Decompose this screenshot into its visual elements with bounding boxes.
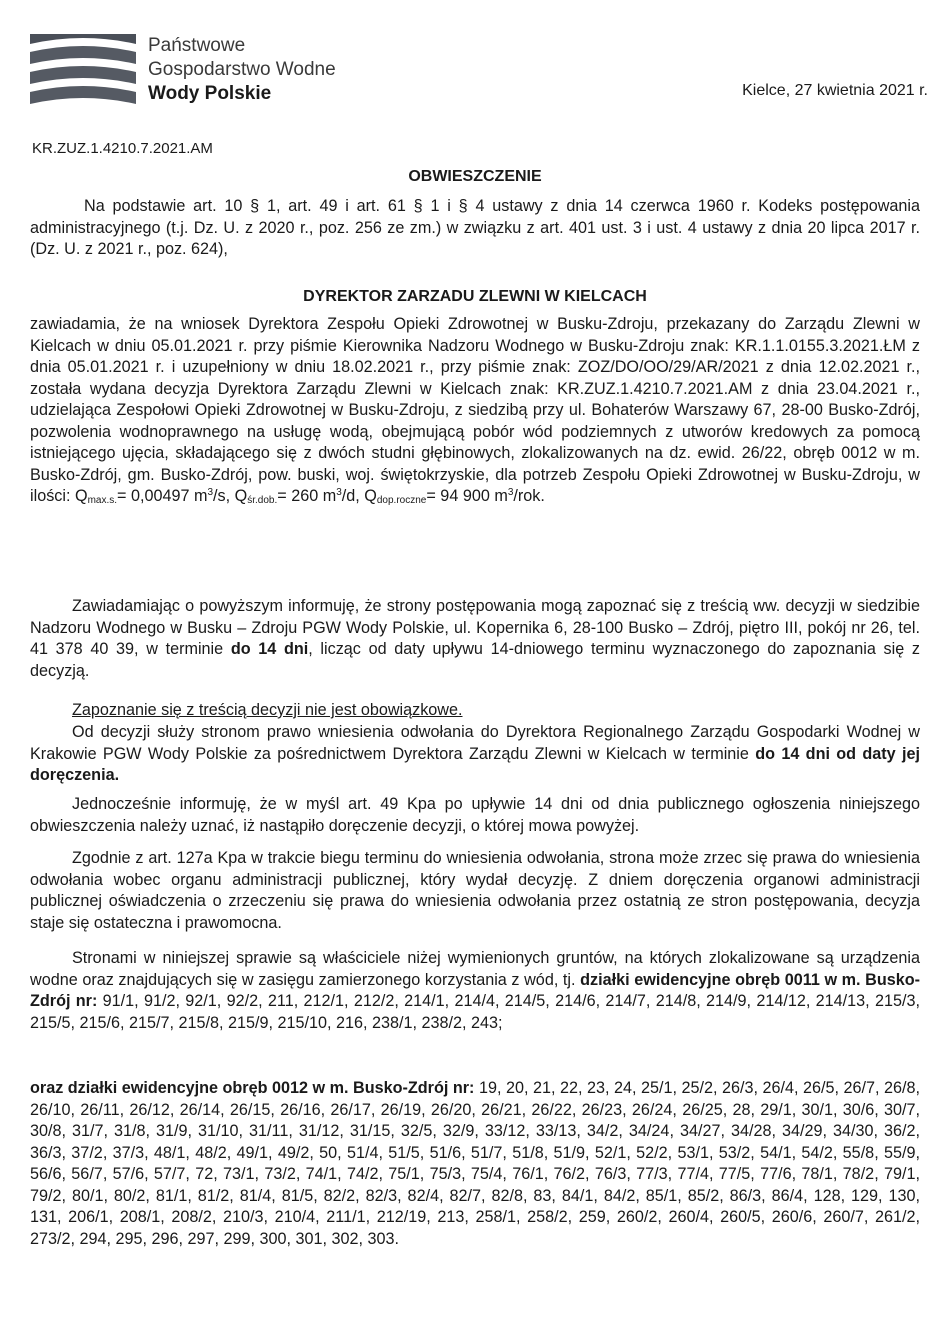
- org-line-1: Państwowe: [148, 35, 246, 56]
- appeal-paragraph: Od decyzji służy stronom prawo wniesienia odwołania do Dyrektora Regionalnego Zarządu Gospodarki Wodnej w Krakowie PGW Wody Polskie za pośrednictwem Dyrektora Zarządu Zlewni w Kielcach w terminie do 14 dni od daty jej doręczenia.: [30, 723, 920, 784]
- plots-0012-paragraph: [30, 1078, 920, 1250]
- legal-basis: Na podstawie art. 10 § 1, art. 49 i art. 61 § 1 i § 4 ustawy z dnia 14 czerwca 1960 r. Kodeks postępowania administracyjnego (t.j. Dz. U. z 2020 r., poz. 256 ze zm.) w związku z art. 401 ust. 3 i ust. 4 ustawy z dnia 20 lipca 2017 r. (Dz. U. z 2021 r., poz. 624),: [30, 197, 920, 258]
- notice-text: zawiadamia, że na wniosek Dyrektora Zespołu Opieki Zdrowotnej w Busku-Zdroju, przekazany do Zarządu Zlewni w Kielcach w dniu 05.01.2021 r. przy piśmie Kierownika Nadzoru Wodnego w Busku-Zdroju znak: KR.1.1.0155.3.2021.ŁM z dnia 05.01.2021 r. i uzupełniony w dniu 18.02.2021 r., przy piśmie znak: ZOZ/DO/OO/29/AR/2021 z dnia 12.02.2021 r., została wydana decyzja Dyrektora Zarządu Zlewni w Kielcach znak: KR.ZUZ.1.4210.7.2021.AM z dnia 23.04.2021 r., udzielająca Zespołowi Opieki Zdrowotnej w Busku-Zdroju, z siedzibą przy ul. Bohaterów Warszawy 67, 28-00 Busko-Zdrój, pozwolenia wodnoprawnego na usługę wodą, obejmującą pobór wód podziemnych z utworów kredowych za pomocą istniejącego ujęcia, składającego się z dwóch studni głębinowych, zlokalizowanych na dz. ewid. 26/22, obręb 0012 w m. Busko-Zdrój, gm. Busko-Zdrój, pow. buski, woj. świętokrzyskie, dla potrzeb Zespołu Opieki Zdrowotnej w Busku-Zdroju, w ilości:: [30, 315, 920, 505]
- wody-polskie-logo: [28, 30, 138, 116]
- notice-main: [30, 314, 920, 512]
- organization-name: [148, 34, 336, 106]
- q-sr: $Q_{śr.dob.}= 260$ $m^3/d$,: [234, 487, 360, 506]
- plots-0012-list: 19, 20, 21, 22, 23, 24, 25/1, 25/2, 26/3, 26/4, 26/5, 26/7, 26/8, 26/10, 26/11, 26/12, 26/14, 26/15, 26/16, 26/17, 26/19, 26/20, 26/21, 26/22, 26/23, 26/24, 26/25, 28, 29/1, 30/1, 30/6, 30/7, 30/8, 31/7, 31/8, 31/9, 31/10, 31/11, 31/12, 31/15, 32/5, 32/9, 33/12, 33/13, 34/2, 34/24, 34/27, 34/28, 34/29, 34/30, 36/2, 36/3, 37/2, 37/3, 48/1, 48/2, 49/1, 49/2, 50, 51/4, 51/5, 51/6, 51/7, 51/8, 51/9, 52/1, 52/2, 53/1, 53/2, 54/1, 54/2, 55/8, 55/9, 56/6, 56/7, 57/6, 57/7, 72, 73/1, 73/2, 74/1, 74/2, 75/1, 75/3, 75/4, 76/1, 76/2, 76/3, 77/3, 77/4, 77/5, 77/6, 78/1, 78/2, 79/1, 79/2, 80/1, 80/2, 81/1, 81/2, 81/4, 81/5, 82/2, 82/3, 82/4, 82/7, 82/8, 83, 84/1, 84/2, 85/1, 85/2, 86/3, 86/4, 128, 129, 130, 131, 206/1, 208/1, 208/2, 210/3, 210/4, 211/1, 212/19, 213, 258/1, 258/2, 259, 260/2, 260/4, 260/5, 260/6, 260/7, 261/2, 273/2, 294, 295, 296, 297, 299, 300, 301, 302, 303.: [30, 1079, 921, 1248]
- plots-0011-list: 91/1, 91/2, 92/1, 92/2, 211, 212/1, 212/2, 214/1, 214/4, 214/5, 214/6, 214/7, 214/8, 214/9, 214/12, 214/13, 215/3, 215/5, 215/6, 215/7, 215/8, 215/9, 215/10, 216, 238/1, 238/2, 243;: [30, 992, 920, 1032]
- reference-number: KR.ZUZ.1.4210.7.2021.AM: [32, 140, 213, 157]
- info-deadline: do 14 dni: [230, 640, 309, 658]
- authority-heading: DYREKTOR ZARZADU ZLEWNI W KIELCACH: [303, 288, 647, 305]
- plots-0012-label: oraz działki ewidencyjne obręb 0012 w m. Busko-Zdrój nr:: [30, 1079, 475, 1097]
- plots-0011-label: działki ewidencyjne obręb 0011 w m. Busko-Zdrój nr:: [30, 970, 921, 1010]
- parties-paragraph: Stronami w niniejszej sprawie są właściciele niżej wymienionych gruntów, na których zlokalizowane są urządzenia wodne oraz znajdujących się w zasięgu zamierzonego korzystania z wód, tj. działki ewidencyjne obręb 0011 w m. Busko-Zdrój nr: 91/1, 91/2, 92/1, 92/2, 211, 212/1, 212/2, 214/1, 214/4, 214/5, 214/6, 214/7, 214/8, 214/9, 214/12, 214/13, 215/3, 215/5, 215/6, 215/7, 215/8, 215/9, 215/10, 216, 238/1, 238/2, 243;: [30, 949, 921, 1032]
- info-paragraph: Zawiadamiając o powyższym informuję, że strony postępowania mogą zapoznać się z treścią ww. decyzji w siedzibie Nadzoru Wodnego w Busku – Zdroju PGW Wody Polskie, ul. Kopernika 6, 28-100 Busko – Zdrój, piętro III, pokój nr 26, tel. 41 378 40 39, w terminie do 14 dni, licząc od daty upływu 14-dniowego terminu wyznaczonego do zapoznania się z decyzją.: [30, 597, 920, 680]
- document-title: OBWIESZCZENIE: [408, 168, 542, 185]
- waiver-paragraph: Zgodnie z art. 127a Kpa w trakcie biegu terminu do wniesienia odwołania, strona może zrzec się prawa do wniesienia odwołania wobec organu administracji publicznej, który wydał decyzję. Z dniem doręczenia organowi administracji publicznej oświadczenia o zrzeczeniu się prawa do wniesienia odwołania przez ostatnią ze stron postępowania, decyzja staje się ostateczna i prawomocna.: [30, 849, 920, 932]
- q-dop: $Q_{dop.roczne}= 94$ 900 $m^3$/rok.: [364, 487, 545, 506]
- org-line-2: Gospodarstwo Wodne: [148, 59, 336, 80]
- appeal-deadline: do 14 dni od daty jej doręczenia.: [30, 744, 920, 784]
- org-line-3: Wody Polskie: [148, 83, 272, 104]
- delivery-paragraph: Jednocześnie informuję, że w myśl art. 49 Kpa po upływie 14 dni od dnia publicznego ogłoszenia niniejszego obwieszczenia należy uznać, iż nastąpiło doręczenie decyzji, o której mowa powyżej.: [30, 795, 920, 835]
- q-max: $Q_{max.s.}= 0,00497$ $m^3/s$,: [74, 487, 231, 506]
- place-date: Kielce, 27 kwietnia 2021 r.: [742, 82, 928, 99]
- optional-note: Zapoznanie się z treścią decyzji nie jest obowiązkowe.: [72, 701, 463, 719]
